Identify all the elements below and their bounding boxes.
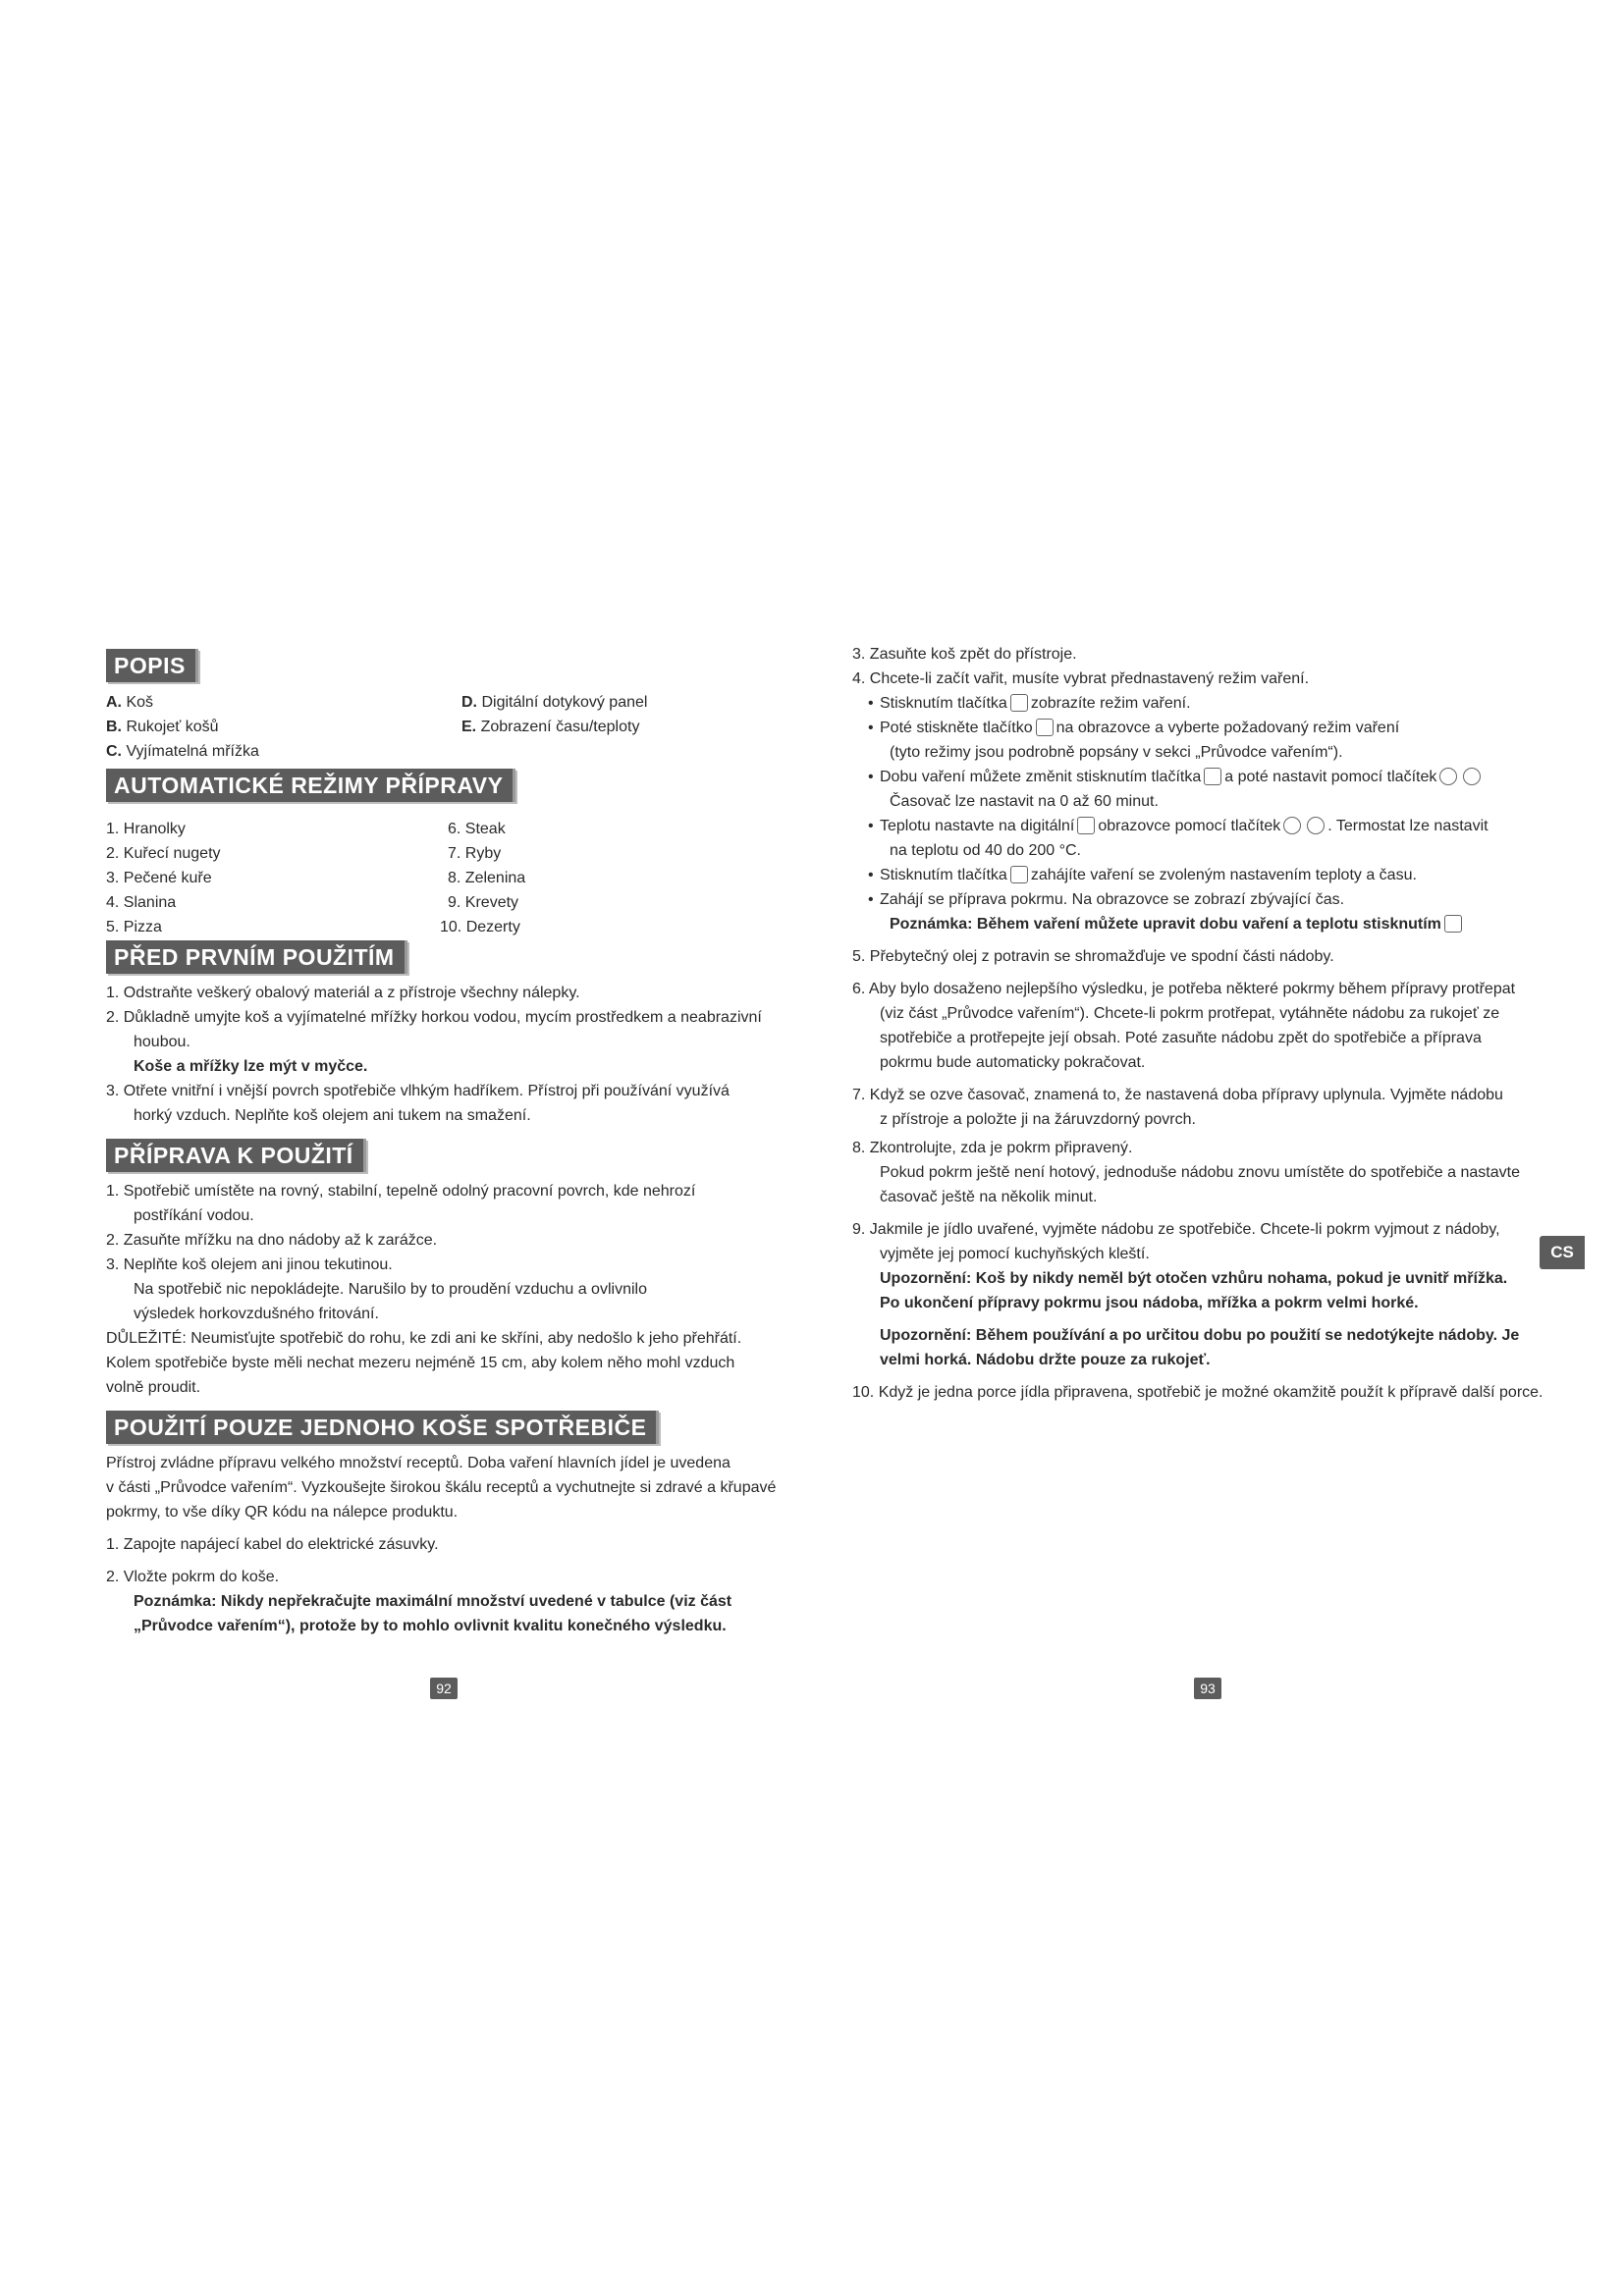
step-text: 5. Přebytečný olej z potravin se shromažďuje ve spodní části nádoby. (852, 948, 1334, 965)
step-text: časovač ještě na několik minut. (880, 1189, 1098, 1205)
mode-item: 9. Krevety (448, 894, 519, 911)
heading-single-basket: POUŽITÍ POUZE JEDNOHO KOŠE SPOTŘEBIČE (106, 1411, 659, 1444)
step-text: (tyto režimy jsou podrobně popsány v sekci „Průvodce vařením“). (890, 744, 1343, 761)
bullet-item: • Dobu vaření můžete změnit stisknutím tlačítka a poté nastavit pomocí tlačítek (852, 765, 1540, 789)
step-text: Pokud pokrm ještě není hotový, jednoduše nádobu znovu umístěte do spotřebiče a nastavte (880, 1164, 1520, 1181)
warning-text: Po ukončení přípravy pokrmu jsou nádoba, mřížka a pokrm velmi horké. (880, 1295, 1419, 1311)
step-text: vyjměte jej pomocí kuchyňských kleští. (880, 1246, 1150, 1262)
popis-item-c: C. Vyjímatelná mřížka (106, 743, 259, 760)
single-basket-section (106, 1451, 803, 1638)
step-text: 2. Vložte pokrm do koše. (106, 1569, 280, 1585)
clock-icon (1204, 768, 1221, 785)
mode-item: 7. Ryby (448, 845, 502, 862)
clock-thermometer-icon (1444, 915, 1462, 933)
step-text: 8. Zkontrolujte, zda je pokrm připravený. (852, 1140, 1133, 1156)
bullet-item: • Teplotu nastavte na digitální obrazovce pomocí tlačítek . Termostat lze nastavit (852, 814, 1540, 838)
basket-icon (1010, 694, 1028, 712)
mode-item: 6. Steak (448, 821, 506, 837)
before-first-use-list (106, 981, 803, 1128)
step-text: 3. Otřete vnitřní i vnější povrch spotřebiče vlhkým hadříkem. Přístroj při používání využívá (106, 1083, 730, 1099)
step-text: 1. Odstraňte veškerý obalový materiál a z přístroje všechny nálepky. (106, 985, 580, 1001)
intro-text: Přístroj zvládne přípravu velkého množství receptů. Doba vaření hlavních jídel je uvedena (106, 1455, 731, 1471)
step-text: 1. Spotřebič umístěte na rovný, stabilní, tepelně odolný pracovní povrch, kde nehrozí (106, 1183, 696, 1200)
warning-text: Upozornění: Koš by nikdy neměl být otočen vzhůru nohama, pokud je uvnitř mřížka. (880, 1270, 1508, 1287)
important-note: volně proudit. (106, 1379, 201, 1396)
page-number: 92 (430, 1678, 458, 1699)
steps-list (852, 642, 1543, 1405)
minus-icon (1307, 817, 1325, 834)
bullet-item: • Stisknutím tlačítka zahájíte vaření se zvoleným nastavením teploty a času. (852, 863, 1540, 887)
step-text: pokrmu bude automaticky pokračovat. (880, 1054, 1146, 1071)
important-note: Kolem spotřebiče byste měli nechat mezeru nejméně 15 cm, aby kolem něho mohl vzduch (106, 1355, 735, 1371)
warning-text: velmi horká. Nádobu držte pouze za rukojeť. (880, 1352, 1211, 1368)
step-text: houbou. (134, 1034, 190, 1050)
preparation-list (106, 1179, 803, 1400)
popis-item-d: D. Digitální dotykový panel (461, 694, 648, 711)
step-text: na teplotu od 40 do 200 °C. (890, 842, 1081, 859)
intro-text: pokrmy, to vše díky QR kódu na nálepce produktu. (106, 1504, 459, 1521)
step-text: výsledek horkovzdušného fritování. (134, 1306, 379, 1322)
popis-item-a: A. Koš (106, 694, 154, 711)
step-text: postříkání vodou. (134, 1207, 254, 1224)
step-text: 4. Chcete-li začít vařit, musíte vybrat přednastavený režim vaření. (852, 670, 1310, 687)
step-text: 10. Když je jedna porce jídla připravena, spotřebič je možné okamžitě použít k přípravě další porce. (852, 1384, 1543, 1401)
step-text: z přístroje a položte ji na žáruvzdorný povrch. (880, 1111, 1196, 1128)
step-text: Na spotřebič nic nepokládejte. Narušilo by to proudění vzduchu a ovlivnilo (134, 1281, 647, 1298)
step-text: 2. Zasuňte mřížku na dno nádoby až k zarážce. (106, 1232, 438, 1249)
step-text: 1. Zapojte napájecí kabel do elektrické zásuvky. (106, 1536, 439, 1553)
step-text: 7. Když se ozve časovač, znamená to, že nastavená doba přípravy uplynula. Vyjměte nádobu (852, 1087, 1503, 1103)
heading-preparation: PŘÍPRAVA K POUŽITÍ (106, 1139, 366, 1172)
bullet-item: • Poté stiskněte tlačítko na obrazovce a vyberte požadovaný režim vaření (852, 716, 1540, 740)
page-number: 93 (1194, 1678, 1221, 1699)
bullet-item: • Stisknutím tlačítka zobrazíte režim vaření. (852, 691, 1540, 716)
bullet-item: • Zahájí se příprava pokrmu. Na obrazovce se zobrazí zbývající čas. (852, 887, 1540, 912)
step-text: 3. Neplňte koš olejem ani jinou tekutinou. (106, 1256, 393, 1273)
dishwasher-note: Koše a mřížky lze mýt v myčce. (134, 1058, 368, 1075)
mode-item: 8. Zelenina (448, 870, 526, 886)
step-text: 3. Zasuňte koš zpět do přístroje. (852, 646, 1077, 663)
warning-text: Upozornění: Během používání a po určitou dobu po použití se nedotýkejte nádoby. Je (880, 1327, 1520, 1344)
mode-item: 10. Dezerty (440, 919, 520, 935)
heading-before-first-use: PŘED PRVNÍM POUŽITÍM (106, 940, 407, 974)
step-text: Časovač lze nastavit na 0 až 60 minut. (890, 793, 1159, 810)
step-text: (viz část „Průvodce vařením“). Chcete-li pokrm protřepat, vytáhněte nádobu za rukojeť ze (880, 1005, 1500, 1022)
important-note: DŮLEŽITÉ: Neumisťujte spotřebič do rohu, ke zdi ani ke skříni, aby nedošlo k jeho přehřátí. (106, 1330, 742, 1347)
step-text: 2. Důkladně umyjte koš a vyjímatelné mřížky horkou vodou, mycím prostředkem a neabrazivní (106, 1009, 762, 1026)
heading-popis: POPIS (106, 649, 198, 682)
step-text: horký vzduch. Neplňte koš olejem ani tukem na smažení. (134, 1107, 531, 1124)
mode-item: 3. Pečené kuře (106, 870, 212, 886)
plus-icon (1283, 817, 1301, 834)
step-text: spotřebiče a protřepejte její obsah. Poté zasuňte nádobu zpět do spotřebiče a příprava (880, 1030, 1482, 1046)
thermometer-icon (1077, 817, 1095, 834)
step-text: 9. Jakmile je jídlo uvařené, vyjměte nádobu ze spotřebiče. Chcete-li pokrm vyjmout z nádoby, (852, 1221, 1500, 1238)
start-stop-icon (1010, 866, 1028, 883)
mode-item: 1. Hranolky (106, 821, 186, 837)
mode-item: 5. Pizza (106, 919, 162, 935)
note-text: „Průvodce vařením“), protože by to mohlo ovlivnit kvalitu konečného výsledku. (134, 1618, 727, 1634)
minus-icon (1463, 768, 1481, 785)
language-tab: CS (1540, 1236, 1585, 1269)
intro-text: v části „Průvodce vařením“. Vyzkoušejte širokou škálu receptů a vychutnejte si zdravé a křupavé (106, 1479, 777, 1496)
popis-item-e: E. Zobrazení času/teploty (461, 719, 640, 735)
note-text: Poznámka: Během vaření můžete upravit dobu vaření a teplotu stisknutím (852, 912, 1540, 936)
basket-icon (1036, 719, 1054, 736)
mode-item: 2. Kuřecí nugety (106, 845, 221, 862)
mode-item: 4. Slanina (106, 894, 177, 911)
note-text: Poznámka: Nikdy nepřekračujte maximální množství uvedené v tabulce (viz část (134, 1593, 732, 1610)
heading-automatic-modes: AUTOMATICKÉ REŽIMY PŘÍPRAVY (106, 769, 515, 802)
popis-item-b: B. Rukojeť košů (106, 719, 219, 735)
step-text: 6. Aby bylo dosaženo nejlepšího výsledku, je potřeba některé pokrmy během přípravy protřepat (852, 981, 1516, 997)
plus-icon (1439, 768, 1457, 785)
